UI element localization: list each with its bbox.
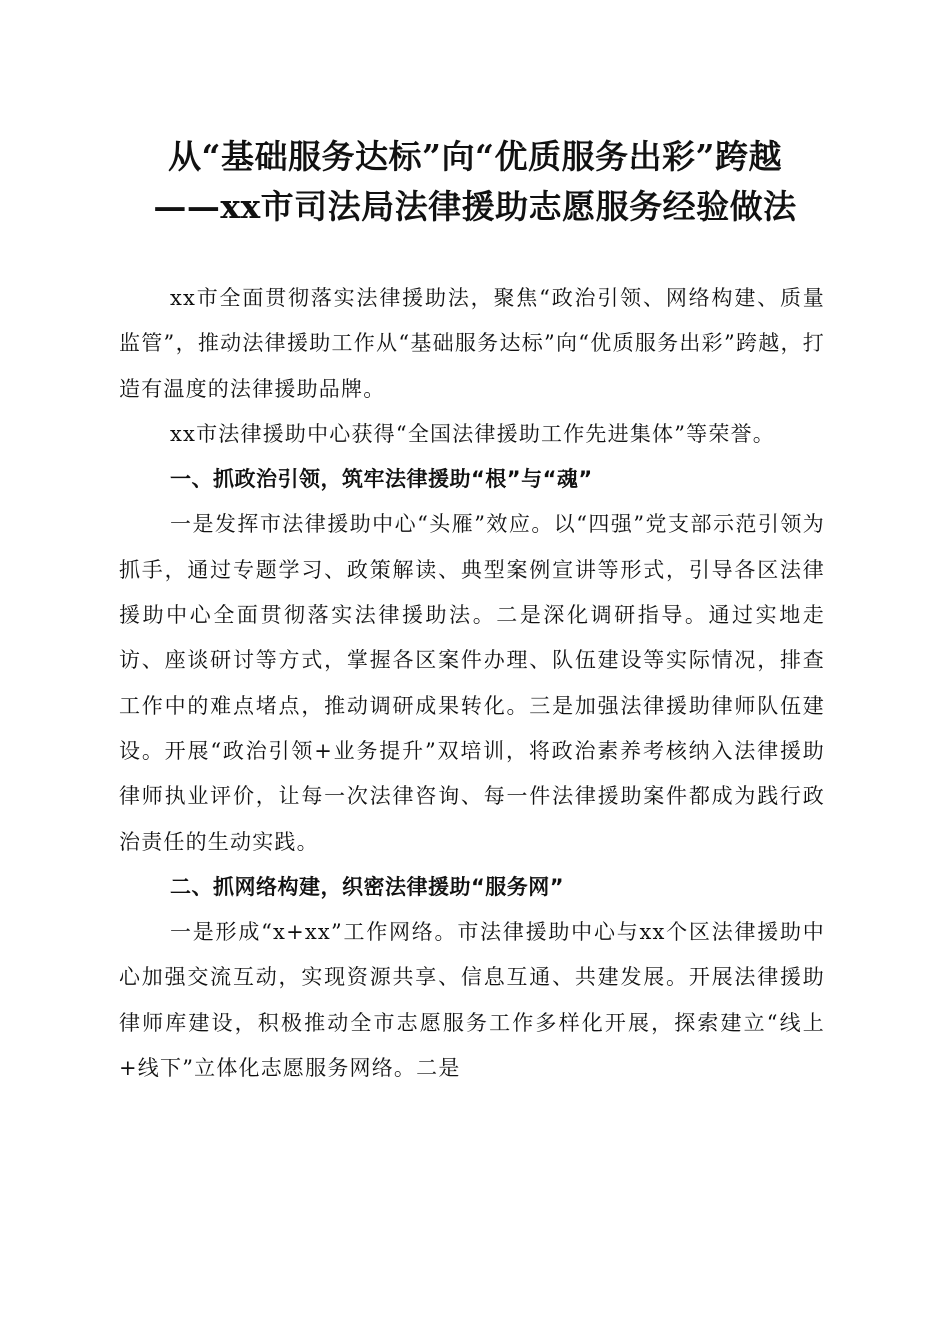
title-main: 从“基础服务达标”向“优质服务出彩”跨越 (168, 137, 782, 176)
section-body-network: 一是形成“x+xx”工作网络。市法律援助中心与xx个区法律援助中心加强交流互动，实现资源共享、信息互通、共建发展。开展法律援助律师库建设，积极推动全市志愿服务工作多样化开展，探索建立“线上+线下”立体化志愿服务网络。二是 (119, 920, 825, 1081)
title-subtitle: ——xx市司法局法律援助志愿服务经验做法 (153, 187, 797, 226)
intro-paragraph: xx市全面贯彻落实法律援助法，聚焦“政治引领、网络构建、质量监管”，推动法律援助工作从“基础服务达标”向“优质服务出彩”跨越，打造有温度的法律援助品牌。 (119, 286, 825, 401)
section-heading-political: 一、抓政治引领，筑牢法律援助“根”与“魂” (170, 467, 593, 492)
section-body-political: 一是发挥市法律援助中心“头雁”效应。以“四强”党支部示范引领为抓手，通过专题学习、政策解读、典型案例宣讲等形式，引导各区法律援助中心全面贯彻落实法律援助法。二是深化调研指导。通过实地走访、座谈研讨等方式，掌握各区案件办理、队伍建设等实际情况，排查工作中的难点堵点，推动调研成果转化。三是加强法律援助律师队伍建设。开展“政治引领+业务提升”双培训，将政治素养考核纳入法律援助律师执业评价，让每一次法律咨询、每一件法律援助案件都成为践行政治责任的生动实践。 (119, 512, 825, 854)
document-body (119, 276, 825, 1091)
honor-paragraph: xx市法律援助中心获得“全国法律援助工作先进集体”等荣誉。 (170, 421, 775, 446)
section-heading-network: 二、抓网络构建，织密法律援助“服务网” (170, 874, 565, 899)
document-title (100, 132, 850, 232)
